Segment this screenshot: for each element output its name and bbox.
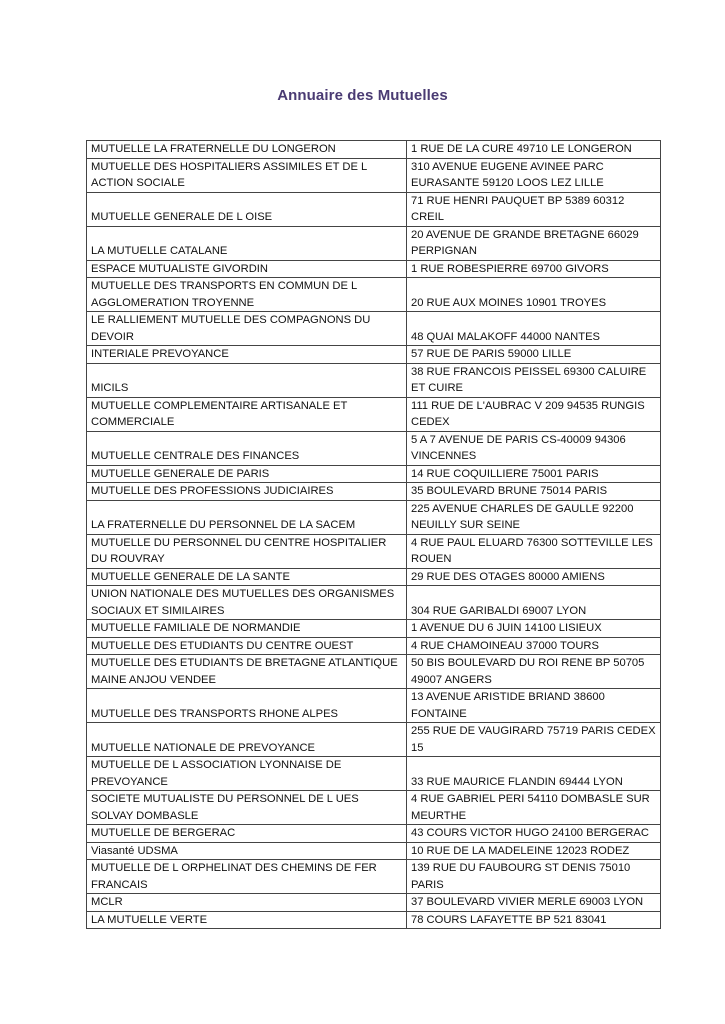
mutuelle-name-cell: MUTUELLE GENERALE DE PARIS: [87, 465, 407, 483]
mutuelle-name-cell: MUTUELLE DES PROFESSIONS JUDICIAIRES: [87, 483, 407, 501]
mutuelles-table: [86, 140, 661, 929]
table-row: [87, 894, 661, 912]
mutuelle-name-cell: MUTUELLE LA FRATERNELLE DU LONGERON: [87, 141, 407, 159]
mutuelle-address-cell: 139 RUE DU FAUBOURG ST DENIS 75010 PARIS: [407, 860, 661, 894]
mutuelle-address-cell: 38 RUE FRANCOIS PEISSEL 69300 CALUIRE ET CUIRE: [407, 363, 661, 397]
mutuelle-name-cell: MUTUELLE NATIONALE DE PREVOYANCE: [87, 723, 407, 757]
table-row: [87, 363, 661, 397]
mutuelle-name-cell: LA FRATERNELLE DU PERSONNEL DE LA SACEM: [87, 500, 407, 534]
mutuelle-address-cell: 14 RUE COQUILLIERE 75001 PARIS: [407, 465, 661, 483]
mutuelle-address-cell: 4 RUE CHAMOINEAU 37000 TOURS: [407, 637, 661, 655]
mutuelle-name-cell: INTERIALE PREVOYANCE: [87, 346, 407, 364]
table-row: [87, 825, 661, 843]
mutuelle-name-cell: MCLR: [87, 894, 407, 912]
table-row: [87, 500, 661, 534]
mutuelle-address-cell: 48 QUAI MALAKOFF 44000 NANTES: [407, 312, 661, 346]
mutuelle-address-cell: 43 COURS VICTOR HUGO 24100 BERGERAC: [407, 825, 661, 843]
mutuelle-name-cell: MUTUELLE DES TRANSPORTS EN COMMUN DE L AGGLOMERATION TROYENNE: [87, 278, 407, 312]
table-row: [87, 483, 661, 501]
table-row: [87, 346, 661, 364]
mutuelle-address-cell: 35 BOULEVARD BRUNE 75014 PARIS: [407, 483, 661, 501]
mutuelle-name-cell: MUTUELLE FAMILIALE DE NORMANDIE: [87, 620, 407, 638]
mutuelle-address-cell: 5 A 7 AVENUE DE PARIS CS-40009 94306 VINCENNES: [407, 431, 661, 465]
table-row: [87, 860, 661, 894]
table-row: [87, 431, 661, 465]
table-row: [87, 158, 661, 192]
mutuelle-name-cell: MUTUELLE DE BERGERAC: [87, 825, 407, 843]
mutuelle-address-cell: 1 AVENUE DU 6 JUIN 14100 LISIEUX: [407, 620, 661, 638]
table-row: [87, 192, 661, 226]
mutuelle-name-cell: MUTUELLE GENERALE DE LA SANTE: [87, 568, 407, 586]
mutuelle-address-cell: 10 RUE DE LA MADELEINE 12023 RODEZ: [407, 842, 661, 860]
table-row: [87, 757, 661, 791]
mutuelle-address-cell: 33 RUE MAURICE FLANDIN 69444 LYON: [407, 757, 661, 791]
mutuelle-address-cell: 1 RUE ROBESPIERRE 69700 GIVORS: [407, 260, 661, 278]
mutuelle-name-cell: MUTUELLE DU PERSONNEL DU CENTRE HOSPITALIER DU ROUVRAY: [87, 534, 407, 568]
table-row: [87, 723, 661, 757]
table-row: [87, 689, 661, 723]
mutuelle-name-cell: MUTUELLE COMPLEMENTAIRE ARTISANALE ET COMMERCIALE: [87, 397, 407, 431]
mutuelle-name-cell: MUTUELLE GENERALE DE L OISE: [87, 192, 407, 226]
mutuelle-name-cell: Viasanté UDSMA: [87, 842, 407, 860]
mutuelle-name-cell: MICILS: [87, 363, 407, 397]
mutuelle-address-cell: 255 RUE DE VAUGIRARD 75719 PARIS CEDEX 15: [407, 723, 661, 757]
mutuelle-address-cell: 20 AVENUE DE GRANDE BRETAGNE 66029 PERPIGNAN: [407, 226, 661, 260]
mutuelle-address-cell: 29 RUE DES OTAGES 80000 AMIENS: [407, 568, 661, 586]
mutuelle-address-cell: 50 BIS BOULEVARD DU ROI RENE BP 50705 49007 ANGERS: [407, 655, 661, 689]
mutuelle-address-cell: 1 RUE DE LA CURE 49710 LE LONGERON: [407, 141, 661, 159]
table-row: [87, 226, 661, 260]
table-row: [87, 842, 661, 860]
mutuelle-name-cell: UNION NATIONALE DES MUTUELLES DES ORGANISMES SOCIAUX ET SIMILAIRES: [87, 586, 407, 620]
mutuelle-name-cell: LA MUTUELLE VERTE: [87, 911, 407, 929]
mutuelle-address-cell: 304 RUE GARIBALDI 69007 LYON: [407, 586, 661, 620]
table-row: [87, 586, 661, 620]
mutuelle-name-cell: SOCIETE MUTUALISTE DU PERSONNEL DE L UES SOLVAY DOMBASLE: [87, 791, 407, 825]
mutuelle-name-cell: MUTUELLE DES HOSPITALIERS ASSIMILES ET DE L ACTION SOCIALE: [87, 158, 407, 192]
mutuelle-address-cell: 71 RUE HENRI PAUQUET BP 5389 60312 CREIL: [407, 192, 661, 226]
table-row: [87, 620, 661, 638]
table-row: [87, 141, 661, 159]
table-row: [87, 397, 661, 431]
page-title: Annuaire des Mutuelles: [277, 87, 448, 104]
table-row: [87, 911, 661, 929]
mutuelle-address-cell: 13 AVENUE ARISTIDE BRIAND 38600 FONTAINE: [407, 689, 661, 723]
table-row: [87, 278, 661, 312]
mutuelle-address-cell: 78 COURS LAFAYETTE BP 521 83041: [407, 911, 661, 929]
mutuelle-address-cell: 111 RUE DE L'AUBRAC V 209 94535 RUNGIS CEDEX: [407, 397, 661, 431]
mutuelle-address-cell: 4 RUE PAUL ELUARD 76300 SOTTEVILLE LES ROUEN: [407, 534, 661, 568]
mutuelle-name-cell: LE RALLIEMENT MUTUELLE DES COMPAGNONS DU DEVOIR: [87, 312, 407, 346]
table-row: [87, 465, 661, 483]
table-row: [87, 655, 661, 689]
mutuelle-name-cell: LA MUTUELLE CATALANE: [87, 226, 407, 260]
mutuelle-address-cell: 225 AVENUE CHARLES DE GAULLE 92200 NEUILLY SUR SEINE: [407, 500, 661, 534]
table-row: [87, 568, 661, 586]
mutuelle-name-cell: MUTUELLE CENTRALE DES FINANCES: [87, 431, 407, 465]
mutuelle-address-cell: 57 RUE DE PARIS 59000 LILLE: [407, 346, 661, 364]
mutuelle-address-cell: 37 BOULEVARD VIVIER MERLE 69003 LYON: [407, 894, 661, 912]
mutuelle-address-cell: 310 AVENUE EUGENE AVINEE PARC EURASANTE 59120 LOOS LEZ LILLE: [407, 158, 661, 192]
table-row: [87, 312, 661, 346]
mutuelle-name-cell: MUTUELLE DES ETUDIANTS DE BRETAGNE ATLANTIQUE MAINE ANJOU VENDEE: [87, 655, 407, 689]
mutuelle-address-cell: 20 RUE AUX MOINES 10901 TROYES: [407, 278, 661, 312]
table-body: [87, 141, 661, 929]
table-row: [87, 791, 661, 825]
table-row: [87, 637, 661, 655]
mutuelle-address-cell: 4 RUE GABRIEL PERI 54110 DOMBASLE SUR MEURTHE: [407, 791, 661, 825]
mutuelle-name-cell: ESPACE MUTUALISTE GIVORDIN: [87, 260, 407, 278]
table-row: [87, 260, 661, 278]
mutuelle-name-cell: MUTUELLE DES ETUDIANTS DU CENTRE OUEST: [87, 637, 407, 655]
mutuelle-name-cell: MUTUELLE DE L ASSOCIATION LYONNAISE DE PREVOYANCE: [87, 757, 407, 791]
mutuelle-name-cell: MUTUELLE DES TRANSPORTS RHONE ALPES: [87, 689, 407, 723]
mutuelle-name-cell: MUTUELLE DE L ORPHELINAT DES CHEMINS DE FER FRANCAIS: [87, 860, 407, 894]
table-row: [87, 534, 661, 568]
